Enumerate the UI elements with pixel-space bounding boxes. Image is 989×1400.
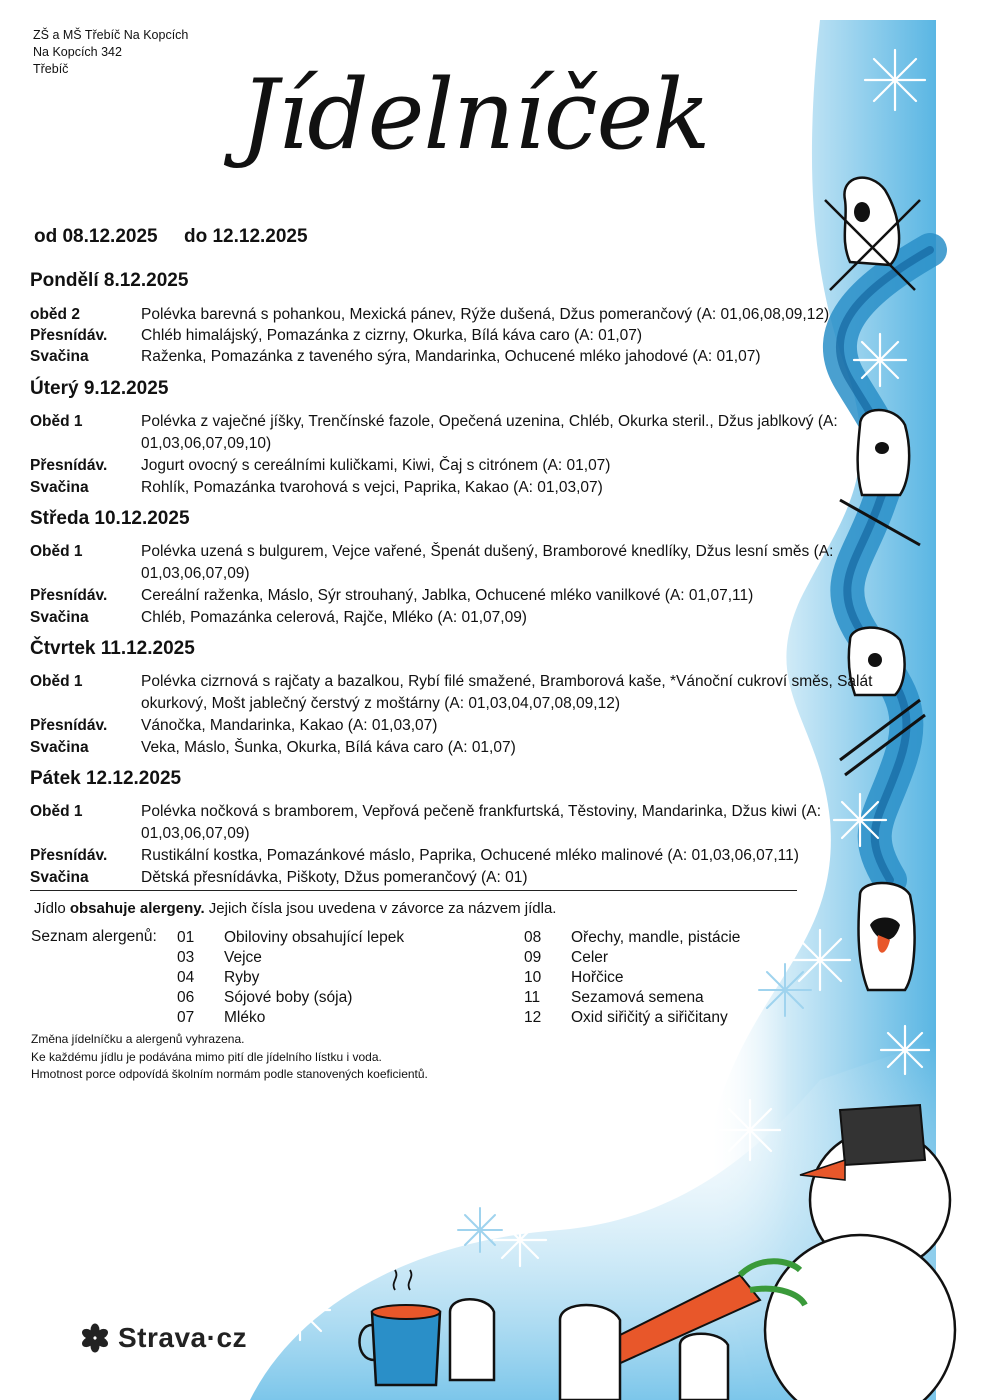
allergen-name: Sójové boby (sója)	[224, 989, 353, 1006]
allergen-item	[524, 1008, 728, 1028]
allergen-item	[177, 1008, 265, 1028]
allergen-intro-pre: Jídlo	[34, 900, 70, 917]
meal-label: Přesnídáv.	[30, 847, 108, 864]
meal-label: Svačina	[30, 479, 89, 496]
allergen-intro	[34, 900, 556, 917]
allergen-item	[177, 968, 259, 988]
allergen-name: Ořechy, mandle, pistácie	[571, 929, 741, 946]
allergen-name: Sezamová semena	[571, 989, 704, 1006]
school-city: Třebíč	[33, 62, 69, 76]
meal-text: Veka, Máslo, Šunka, Okurka, Bílá káva caro (A: 01,07)	[141, 739, 516, 756]
day-heading-thursday: Čtvrtek 11.12.2025	[30, 638, 195, 659]
allergen-item	[177, 928, 404, 948]
allergen-intro-post: Jejich čísla jsou uvedena v závorce za názvem jídla.	[204, 900, 557, 917]
meal-text: Rohlík, Pomazánka tvarohová s vejci, Paprika, Kakao (A: 01,03,07)	[141, 479, 603, 496]
meal-label: Přesnídáv.	[30, 717, 108, 734]
allergen-code: 03	[177, 949, 195, 966]
footnote: Ke každému jídlu je podávána mimo pití dle jídelního lístku i voda.	[31, 1049, 382, 1064]
meal-text: Jogurt ovocný s cereálními kuličkami, Kiwi, Čaj s citrónem (A: 01,07)	[141, 457, 611, 474]
allergen-item	[524, 968, 624, 988]
meal-label: Oběd 1	[30, 803, 83, 820]
footnote: Hmotnost porce odpovídá školním normám podle stanovených koeficientů.	[31, 1067, 428, 1081]
allergen-list-label: Seznam alergenů:	[31, 928, 157, 945]
meal-label: Přesnídáv.	[30, 327, 108, 344]
allergen-code: 07	[177, 1009, 195, 1026]
allergen-name: Obiloviny obsahující lepek	[224, 929, 405, 946]
meal-text: Vánočka, Mandarinka, Kakao (A: 01,03,07)	[141, 717, 438, 734]
allergen-item	[524, 928, 740, 948]
meal-text: Chléb himalájský, Pomazánka z cizrny, Okurka, Bílá káva caro (A: 01,07)	[141, 327, 643, 344]
meal-label: Oběd 1	[30, 673, 83, 690]
allergen-code: 11	[524, 989, 541, 1006]
allergen-item	[524, 988, 704, 1008]
meal-label: Svačina	[30, 739, 89, 756]
allergen-code: 06	[177, 989, 195, 1006]
school-address	[33, 27, 188, 78]
allergen-item	[177, 948, 262, 968]
allergen-code: 12	[524, 1009, 542, 1026]
divider	[30, 890, 797, 891]
meal-text: Polévka uzená s bulgurem, Vejce vařené, Špenát dušený, Bramborové knedlíky, Džus lesní směs (A: 01,03,06,07,09)	[141, 543, 834, 582]
meal-label: Přesnídáv.	[30, 457, 108, 474]
meal-label: Oběd 1	[30, 413, 83, 430]
school-street: Na Kopcích 342	[33, 45, 122, 59]
allergen-name: Oxid siřičitý a siřičitany	[571, 1009, 728, 1026]
meal-text: Rustikální kostka, Pomazánkové máslo, Paprika, Ochucené mléko malinové (A: 01,03,06,07,11)	[141, 847, 799, 864]
footnotes	[31, 1031, 428, 1084]
allergen-name: Ryby	[224, 969, 260, 986]
meal-text: Polévka cizrnová s rajčaty a bazalkou, Rybí filé smažené, Bramborová kaše, *Vánoční cukroví směs, Salát okurkový, Mošt jablečný čerstvý z moštárny (A: 01,03,04,07,08,09,12)	[141, 673, 873, 712]
allergen-code: 09	[524, 949, 542, 966]
date-range: od 08.12.2025 do 12.12.2025	[34, 226, 308, 247]
meal-text: Dětská přesnídávka, Piškoty, Džus pomerančový (A: 01)	[141, 869, 528, 886]
allergen-code: 10	[524, 969, 542, 986]
meal-label: oběd 2	[30, 306, 80, 323]
allergen-code: 01	[177, 929, 195, 946]
meal-text: Polévka z vaječné jíšky, Trenčínské fazole, Opečená uzenina, Chléb, Okurka steril., Džus jablkový (A: 01,03,06,07,09,10)	[141, 413, 838, 452]
meal-text: Chléb, Pomazánka celerová, Rajče, Mléko (A: 01,07,09)	[141, 609, 527, 626]
allergen-name: Hořčice	[571, 969, 624, 986]
logo-text: Strava·cz	[118, 1322, 248, 1353]
allergen-item	[524, 948, 608, 968]
meal-label: Oběd 1	[30, 543, 83, 560]
strava-logo	[80, 1322, 247, 1354]
meal-label: Svačina	[30, 869, 89, 886]
flower-logo-icon	[80, 1323, 110, 1353]
day-heading-friday: Pátek 12.12.2025	[30, 768, 182, 789]
meal-text: Raženka, Pomazánka z taveného sýra, Mandarinka, Ochucené mléko jahodové (A: 01,07)	[141, 348, 761, 365]
school-name: ZŠ a MŠ Třebíč Na Kopcích	[33, 28, 189, 42]
allergen-intro-bold: obsahuje alergeny.	[69, 900, 205, 917]
footnote: Změna jídelníčku a alergenů vyhrazena.	[31, 1032, 245, 1046]
allergen-name: Celer	[571, 949, 609, 966]
day-heading-wednesday: Středa 10.12.2025	[30, 508, 190, 529]
allergen-name: Mléko	[224, 1009, 266, 1026]
meal-text: Polévka nočková s bramborem, Vepřová pečeně frankfurtská, Těstoviny, Mandarinka, Džus kiwi (A: 01,03,06,07,09)	[141, 803, 822, 842]
allergen-code: 04	[177, 969, 195, 986]
day-heading-tuesday: Úterý 9.12.2025	[30, 378, 169, 399]
allergen-code: 08	[524, 929, 542, 946]
meal-label: Přesnídáv.	[30, 587, 108, 604]
meal-text: Cereální raženka, Máslo, Sýr strouhaný, Jablka, Ochucené mléko vanilkové (A: 01,07,11)	[141, 587, 754, 604]
meal-label: Svačina	[30, 609, 89, 626]
meal-text: Polévka barevná s pohankou, Mexická pánev, Rýže dušená, Džus pomerančový (A: 01,06,08,09,12)	[141, 306, 830, 323]
page-title: Jídelníček	[240, 59, 710, 171]
meal-label: Svačina	[30, 348, 89, 365]
allergen-item	[177, 988, 352, 1008]
allergen-name: Vejce	[224, 949, 262, 966]
day-heading-monday: Pondělí 8.12.2025	[30, 270, 189, 291]
